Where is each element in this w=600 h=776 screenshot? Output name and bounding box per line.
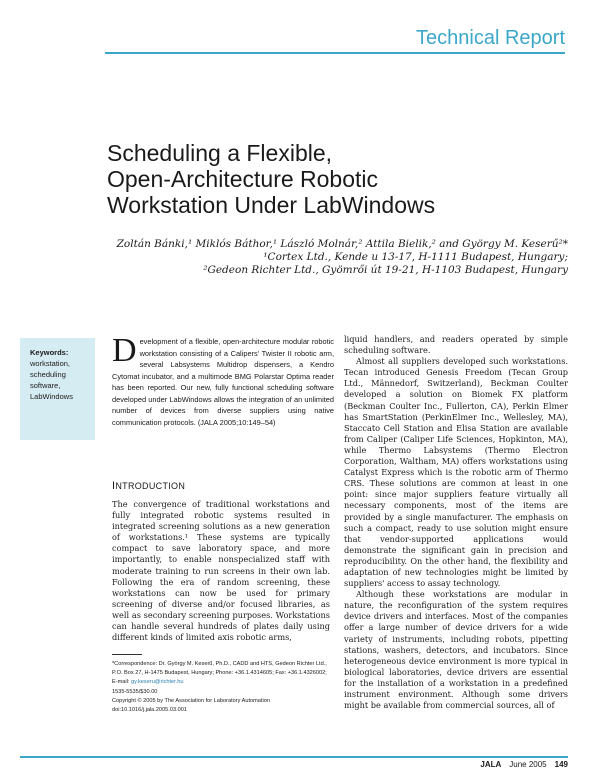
correspondence: *Correspondence: Dr. György M. Keserű, Ph.D., CADD and HTS, Gedeon Richter Ltd., P.O. Box 27, H-1475 Budapest, Hungary; Phone: +36.1.4314605; Fax: +36.1.4326002;: [112, 661, 327, 677]
body-paragraph: Although these workstations are modular in nature, the reconfiguration of the system requires device drivers and interfaces. Most of the companies offer a large number of device drivers for a wide variety of instruments, including robots, pipetting stations, washers, detectors, and incubators. Since heterogeneous device environment is more typical in biological laboratories, device drivers are essential for the installation of a workstation in a predefined instrument environment. Although some drivers might be available from commercial sources, all of: [344, 589, 568, 711]
authors-line: Zoltán Bánki,¹ Miklós Báthor,¹ László Molnár,² Attila Bielik,² and György M. Keserű²*: [116, 238, 568, 250]
author-block: [68, 238, 568, 277]
abstract-text: evelopment of a flexible, open-architecture modular robotic workstation consisting of a Calipers' Twister II robotic arm, several Labsystems Multidrop dispensers, a Kendro Cytomat incubator, and a multimode BMG Polarstar Optima reader has been reported. Our new, fully functional scheduling software developed under LabWindows allows the integration of an unlimited number of devices from diverse suppliers using native communication protocols. (JALA 2005;10:149–54): [112, 337, 334, 427]
footer-rule: [20, 756, 568, 758]
header-rule: [105, 52, 565, 54]
title-line-2: Open-Architecture Robotic: [107, 166, 379, 192]
footer-date: June 2005: [509, 760, 547, 769]
page-footer: [480, 760, 568, 769]
keyword-item: LabWindows: [30, 392, 73, 401]
abstract-dropcap: D: [112, 332, 137, 369]
title-line-1: Scheduling a Flexible,: [107, 140, 333, 166]
keywords-heading: Keywords:: [30, 348, 69, 357]
article-title: [107, 140, 527, 218]
footer-journal: JALA: [480, 760, 502, 769]
continued-paragraph: liquid handlers, and readers operated by simple scheduling software.: [344, 334, 568, 356]
right-column: [344, 334, 568, 711]
keyword-item: scheduling: [30, 370, 66, 379]
abstract: [112, 332, 334, 428]
issn: 1535-5535/$30.00: [112, 688, 158, 695]
email-line: E-mail: gy.keseru@richter.hu: [112, 679, 184, 686]
keywords-box: [20, 338, 95, 440]
introduction-paragraph: The convergence of traditional workstations and fully integrated robotic systems resulted in integrated screening solutions as a new generation of workstations.¹ These systems are typically compact to save laboratory space, and more importantly, to enable nonspecialized staff with moderate training to run screens in their own lab. Following the era of random screening, these workstations can now be used for primary screening of diverse and/or focused libraries, as well as secondary screening purposes. Workstations can handle several hundreds of plates daily using different kinds of limited axis robotic arms,: [112, 499, 330, 643]
page-number: 149: [554, 760, 568, 769]
keyword-item: software,: [30, 381, 61, 390]
email-link[interactable]: gy.keseru@richter.hu: [130, 679, 184, 686]
doi: doi:10.1016/j.jala.2005.03.001: [112, 707, 187, 714]
footnote: [112, 660, 334, 715]
footnote-rule: [112, 654, 142, 655]
left-column: [112, 499, 330, 643]
introduction-heading: INTRODUCTION: [112, 480, 186, 492]
title-line-3: Workstation Under LabWindows: [107, 192, 436, 218]
keyword-item: workstation,: [30, 359, 71, 368]
section-label: Technical Report: [416, 27, 565, 49]
body-paragraph: Almost all suppliers developed such workstations. Tecan introduced Genesis Freedom (Tecan Group Ltd., Männedorf, Switzerland), Beckman Coulter developed a solution on Biomek FX platform (Beckman Coulter Inc., Fullerton, CA), Perkin Elmer has SmartStation (PerkinElmer Inc., Wellesley, MA), Staccato Cell Station and Elisa Station are available from Caliper (Caliper Life Sciences, Hopkinton, MA), while Thermo Labsystems (Thermo Electron Corporation, Waltham, MA) offers workstations using Catalyst Express which is the robotic arm of Thermo CRS. These solutions are common at least in one point: since major suppliers feature virtually all necessary components, most of the items are provided by a single manufacturer. The emphasis on such a compact, ready to use solution might ensure that vendor-supported applications would demonstrate the significant gain in precision and reproducibility. On the other hand, the flexibility and adaptation of new technologies might be limited by suppliers' access to assay technology.: [344, 356, 568, 589]
affiliation-2: ²Gedeon Richter Ltd., Gyömrői út 19-21, H-1103 Budapest, Hungary: [203, 264, 568, 276]
affiliation-1: ¹Cortex Ltd., Kende u 13-17, H-1111 Budapest, Hungary;: [263, 251, 568, 263]
copyright: Copyright © 2005 by The Association for Laboratory Automation: [112, 697, 270, 704]
